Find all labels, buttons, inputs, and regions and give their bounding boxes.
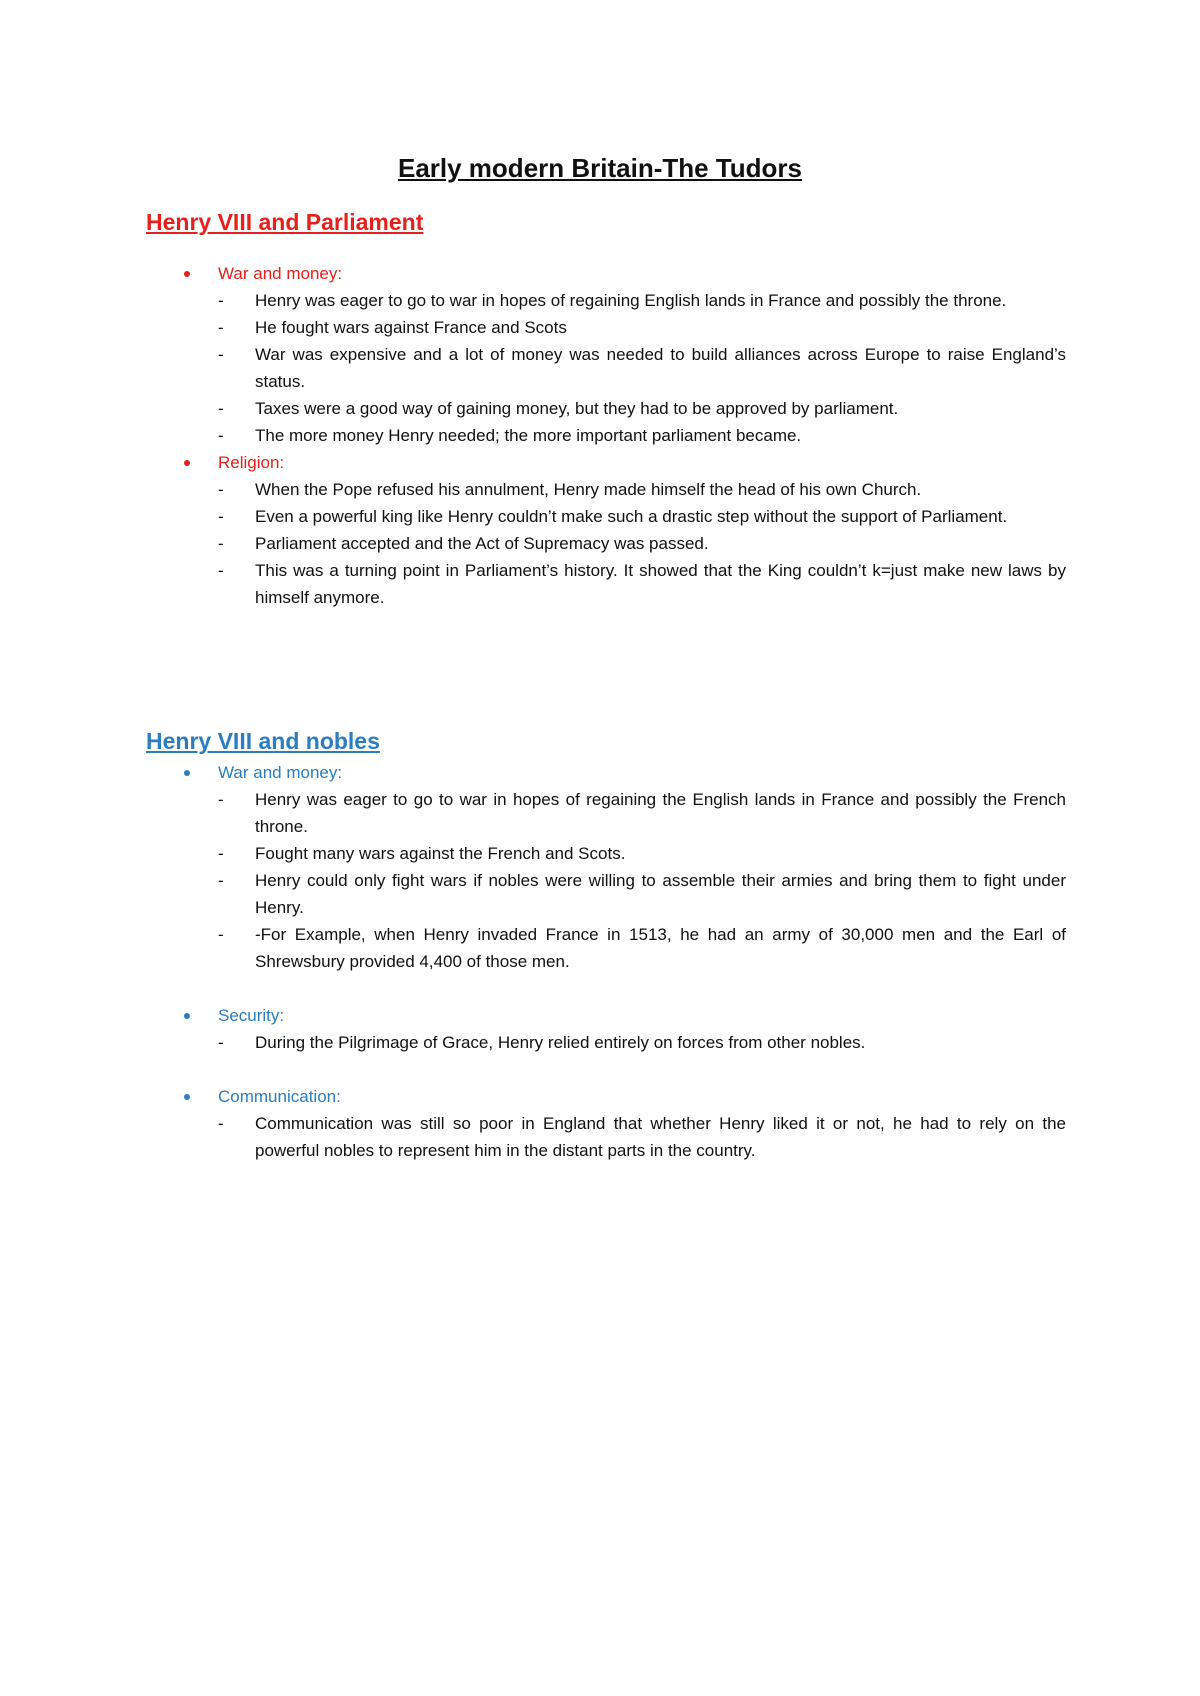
- dash-icon: -: [218, 844, 224, 863]
- bullet-communication: [146, 1083, 1066, 1110]
- section-heading-nobles: Henry VIII and nobles: [146, 728, 380, 754]
- section-heading-parliament: Henry VIII and Parliament: [146, 209, 424, 235]
- bullet-label: Religion:: [218, 453, 285, 472]
- section-parliament: [146, 260, 1066, 611]
- dash-icon: -: [218, 1114, 224, 1133]
- dash-icon: -: [218, 318, 224, 337]
- list-item: - War was expensive and a lot of money was needed to build alliances across Europe to raise England’s status.: [146, 341, 1066, 395]
- dash-icon: -: [218, 345, 224, 364]
- list-item: - -For Example, when Henry invaded France in 1513, he had an army of 30,000 men and the Earl of Shrewsbury provided 4,400 of those men.: [146, 921, 1066, 975]
- section-nobles: [146, 759, 1066, 1164]
- dash-icon: -: [218, 561, 224, 580]
- bullet-label: War and money:: [218, 763, 343, 782]
- dash-icon: -: [218, 871, 224, 890]
- bullet-icon: [184, 770, 190, 776]
- bullet-security: [146, 1002, 1066, 1029]
- list-item: - Communication was still so poor in England that whether Henry liked it or not, he had to rely on the powerful nobles to represent him in the distant parts in the country.: [146, 1110, 1066, 1164]
- bullet-war-and-money: [146, 759, 1066, 786]
- bullet-icon: [184, 1094, 190, 1100]
- list-item: - This was a turning point in Parliament’s history. It showed that the King couldn’t k=just make new laws by himself anymore.: [146, 557, 1066, 611]
- dash-icon: -: [218, 426, 224, 445]
- bullet-label: War and money:: [218, 264, 343, 283]
- bullet-icon: [184, 271, 190, 277]
- list-item: - The more money Henry needed; the more important parliament became.: [146, 422, 1066, 449]
- list-item: - Even a powerful king like Henry couldn’t make such a drastic step without the support of Parliament.: [146, 503, 1066, 530]
- spacer: [146, 1056, 1066, 1083]
- page-title: Early modern Britain-The Tudors: [397, 153, 802, 183]
- dash-icon: -: [218, 480, 224, 499]
- list-item: - When the Pope refused his annulment, Henry made himself the head of his own Church.: [146, 476, 1066, 503]
- list-item: - During the Pilgrimage of Grace, Henry relied entirely on forces from other nobles.: [146, 1029, 1066, 1056]
- dash-icon: -: [218, 1033, 224, 1052]
- dash-icon: -: [218, 790, 224, 809]
- dash-icon: -: [218, 507, 224, 526]
- list-item: - Parliament accepted and the Act of Supremacy was passed.: [146, 530, 1066, 557]
- bullet-icon: [184, 460, 190, 466]
- spacer: [146, 975, 1066, 1002]
- list-item: - Fought many wars against the French and Scots.: [146, 840, 1066, 867]
- dash-icon: -: [218, 291, 224, 310]
- dash-icon: -: [218, 925, 224, 944]
- bullet-icon: [184, 1013, 190, 1019]
- bullet-religion: [146, 449, 1066, 476]
- bullet-label: Security:: [218, 1006, 285, 1025]
- list-item: - Taxes were a good way of gaining money, but they had to be approved by parliament.: [146, 395, 1066, 422]
- dash-icon: -: [218, 534, 224, 553]
- list-item: - Henry could only fight wars if nobles were willing to assemble their armies and bring them to fight under Henry.: [146, 867, 1066, 921]
- list-item: - Henry was eager to go to war in hopes of regaining the English lands in France and possibly the French throne.: [146, 786, 1066, 840]
- dash-icon: -: [218, 399, 224, 418]
- list-item: - He fought wars against France and Scots: [146, 314, 1066, 341]
- list-item: - Henry was eager to go to war in hopes of regaining English lands in France and possibly the throne.: [146, 287, 1066, 314]
- bullet-war-and-money: [146, 260, 1066, 287]
- bullet-label: Communication:: [218, 1087, 341, 1106]
